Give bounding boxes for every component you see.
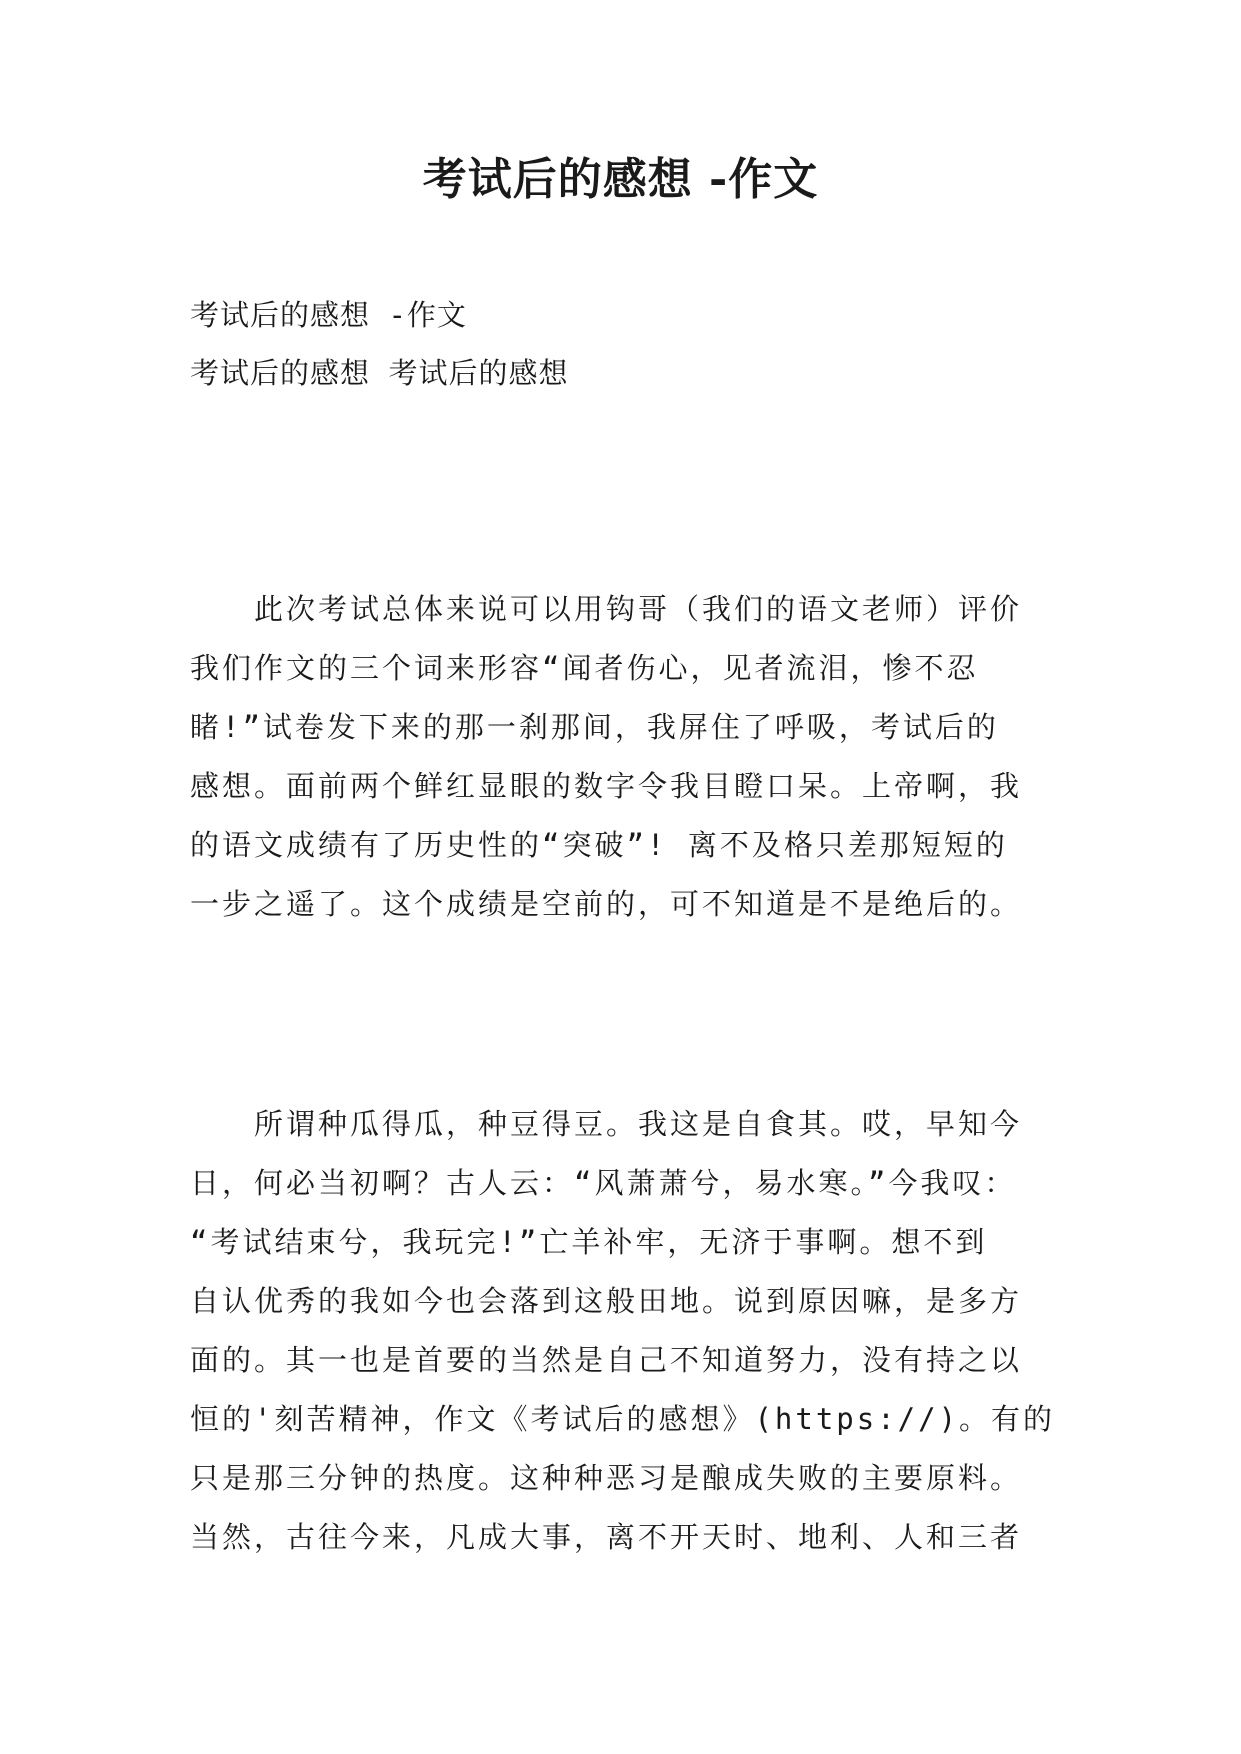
subtitle-line-2: 考试后的感想 考试后的感想 bbox=[190, 356, 569, 390]
paragraph-line: 只是那三分钟的热度。这种种恶习是酿成失败的主要原料。 bbox=[190, 1461, 1023, 1495]
paragraph-line: 此次考试总体来说可以用钩哥（我们的语文老师）评价 bbox=[254, 592, 1023, 626]
paragraph-line: “考试结束兮，我玩完!”亡羊补牢，无济于事啊。想不到 bbox=[190, 1225, 988, 1259]
paragraph-line: 当然，古往今来，凡成大事，离不开天时、地利、人和三者 bbox=[190, 1520, 1023, 1554]
subtitle-line-1: 考试后的感想 -作文 bbox=[190, 298, 467, 332]
paragraph-line: 恒的'刻苦精神，作文《考试后的感想》(https://)。有的 bbox=[190, 1402, 1056, 1436]
paragraph-2 bbox=[190, 1095, 1070, 1567]
paragraph-line: 我们作文的三个词来形容“闻者伤心，见者流泪，惨不忍 bbox=[190, 651, 979, 685]
paragraph-line: 睹!”试卷发下来的那一刹那间，我屏住了呼吸，考试后的 bbox=[190, 710, 999, 744]
paragraph-line: 日，何必当初啊？古人云：“风萧萧兮，易水寒。”今我叹： bbox=[190, 1166, 1017, 1200]
paragraph-line: 感想。面前两个鲜红显眼的数字令我目瞪口呆。上帝啊，我 bbox=[190, 769, 1023, 803]
paragraph-line: 所谓种瓜得瓜，种豆得豆。我这是自食其。哎，早知今 bbox=[254, 1107, 1023, 1141]
paragraph-line: 自认优秀的我如今也会落到这般田地。说到原因嘛，是多方 bbox=[190, 1284, 1023, 1318]
paragraph-line: 的语文成绩有了历史性的“突破”! 离不及格只差那短短的 bbox=[190, 828, 1008, 862]
paragraph-line: 面的。其一也是首要的当然是自己不知道努力，没有持之以 bbox=[190, 1343, 1023, 1377]
paragraph-1 bbox=[190, 580, 1070, 934]
paragraph-line: 一步之遥了。这个成绩是空前的，可不知道是不是绝后的。 bbox=[190, 887, 1023, 921]
document-title: 考试后的感想 -作文 bbox=[422, 154, 819, 205]
